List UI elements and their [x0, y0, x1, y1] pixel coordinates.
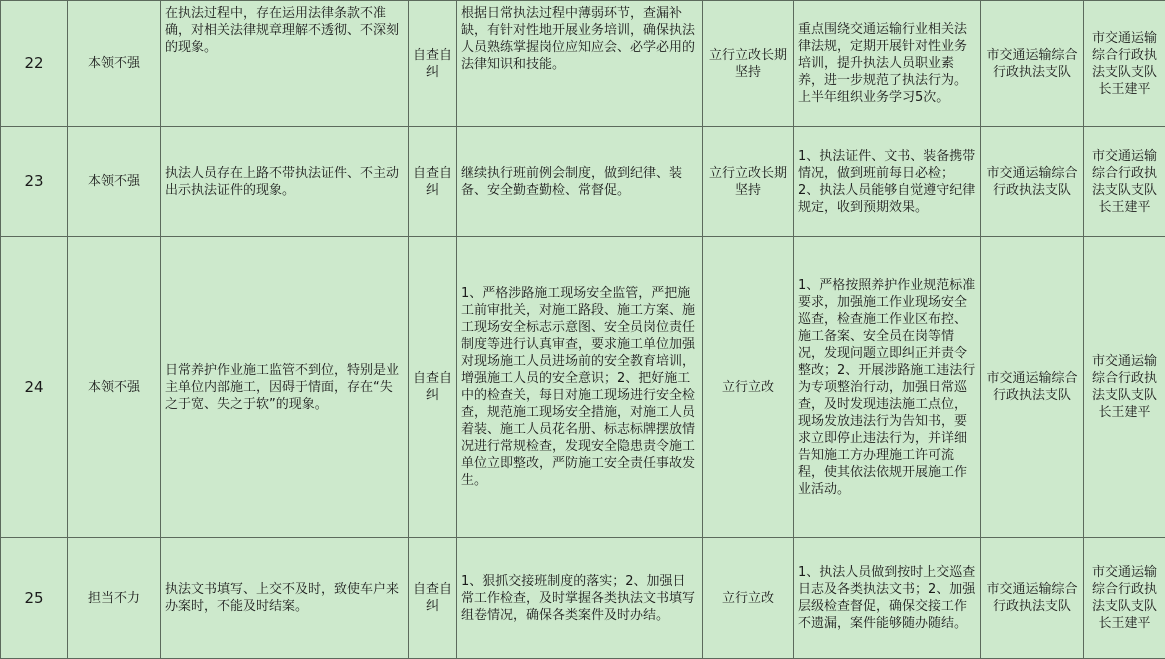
row-number: 25 [1, 538, 68, 659]
row-number: 22 [1, 1, 68, 127]
responsible-unit: 市交通运输综合行政执法支队 [981, 1, 1084, 127]
responsible-leader: 市交通运输综合行政执法支队支队长王建平 [1084, 127, 1165, 237]
rectification-measures: 根据日常执法过程中薄弱环节，查漏补缺，有针对性地开展业务培训，确保执法人员熟练掌握岗位应知应会、必学必用的法律知识和技能。 [457, 1, 703, 127]
problem-category: 本领不强 [68, 237, 161, 538]
table-row [1, 1, 1165, 127]
problem-category: 担当不力 [68, 538, 161, 659]
problem-description: 日常养护作业施工监管不到位，特别是业主单位内部施工，因碍于情面，存在“失之于宽、失之于软”的现象。 [161, 237, 409, 538]
problem-category: 本领不强 [68, 1, 161, 127]
rectification-measures: 继续执行班前例会制度，做到纪律、装备、安全勤查勤检、常督促。 [457, 127, 703, 237]
check-method: 自查自纠 [409, 237, 457, 538]
problem-description: 执法人员存在上路不带执法证件、不主动出示执法证件的现象。 [161, 127, 409, 237]
rectification-result: 重点围绕交通运输行业相关法律法规，定期开展针对性业务培训，提升执法人员职业素养，进一步规范了执法行为。上半年组织业务学习5次。 [794, 1, 981, 127]
rectification-result: 1、严格按照养护作业规范标准要求，加强施工作业现场安全巡查，检查施工作业区布控、施工备案、安全员在岗等情况，发现问题立即纠正并责令整改；2、开展涉路施工违法行为专项整治行动，加强日常巡查，及时发现违法施工点位，现场发放违法行为告知书，要求立即停止违法行为，并详细告知施工方办理施工许可流程，使其依法依规开展施工作业活动。 [794, 237, 981, 538]
responsible-unit: 市交通运输综合行政执法支队 [981, 237, 1084, 538]
rectification-timeline: 立行立改长期坚持 [703, 1, 794, 127]
rectification-timeline: 立行立改 [703, 538, 794, 659]
problem-description: 执法文书填写、上交不及时，致使车户来办案时，不能及时结案。 [161, 538, 409, 659]
row-number: 24 [1, 237, 68, 538]
check-method: 自查自纠 [409, 127, 457, 237]
responsible-leader: 市交通运输综合行政执法支队支队长王建平 [1084, 1, 1165, 127]
row-number: 23 [1, 127, 68, 237]
rectification-timeline: 立行立改 [703, 237, 794, 538]
responsible-unit: 市交通运输综合行政执法支队 [981, 127, 1084, 237]
rectification-result: 1、执法证件、文书、装备携带情况，做到班前每日必检； 2、执法人员能够自觉遵守纪律规定，收到预期效果。 [794, 127, 981, 237]
responsible-unit: 市交通运输综合行政执法支队 [981, 538, 1084, 659]
table-row [1, 538, 1165, 659]
table-row [1, 127, 1165, 237]
rectification-measures: 1、狠抓交接班制度的落实；2、加强日常工作检查，及时掌握各类执法文书填写组卷情况，确保各类案件及时办结。 [457, 538, 703, 659]
rectification-measures: 1、严格涉路施工现场安全监管，严把施工前审批关，对施工路段、施工方案、施工现场安全标志示意图、安全员岗位责任制度等进行认真审查，要求施工单位加强对现场施工人员进场前的安全教育培训，增强施工人员的安全意识；2、把好施工中的检查关，每日对施工现场进行安全检查，规范施工现场安全措施，对施工人员着装、施工人员花名册、标志标牌摆放情况进行常规检查，发现安全隐患责令施工单位立即整改，严防施工安全责任事故发生。 [457, 237, 703, 538]
table-row [1, 237, 1165, 538]
responsible-leader: 市交通运输综合行政执法支队支队长王建平 [1084, 237, 1165, 538]
check-method: 自查自纠 [409, 538, 457, 659]
responsible-leader: 市交通运输综合行政执法支队支队长王建平 [1084, 538, 1165, 659]
rectification-result: 1、执法人员做到按时上交巡查日志及各类执法文书；2、加强层级检查督促，确保交接工作不遗漏，案件能够随办随结。 [794, 538, 981, 659]
check-method: 自查自纠 [409, 1, 457, 127]
rectification-timeline: 立行立改长期坚持 [703, 127, 794, 237]
problem-description: 在执法过程中，存在运用法律条款不准确，对相关法律规章理解不透彻、不深刻的现象。 [161, 1, 409, 127]
problem-category: 本领不强 [68, 127, 161, 237]
